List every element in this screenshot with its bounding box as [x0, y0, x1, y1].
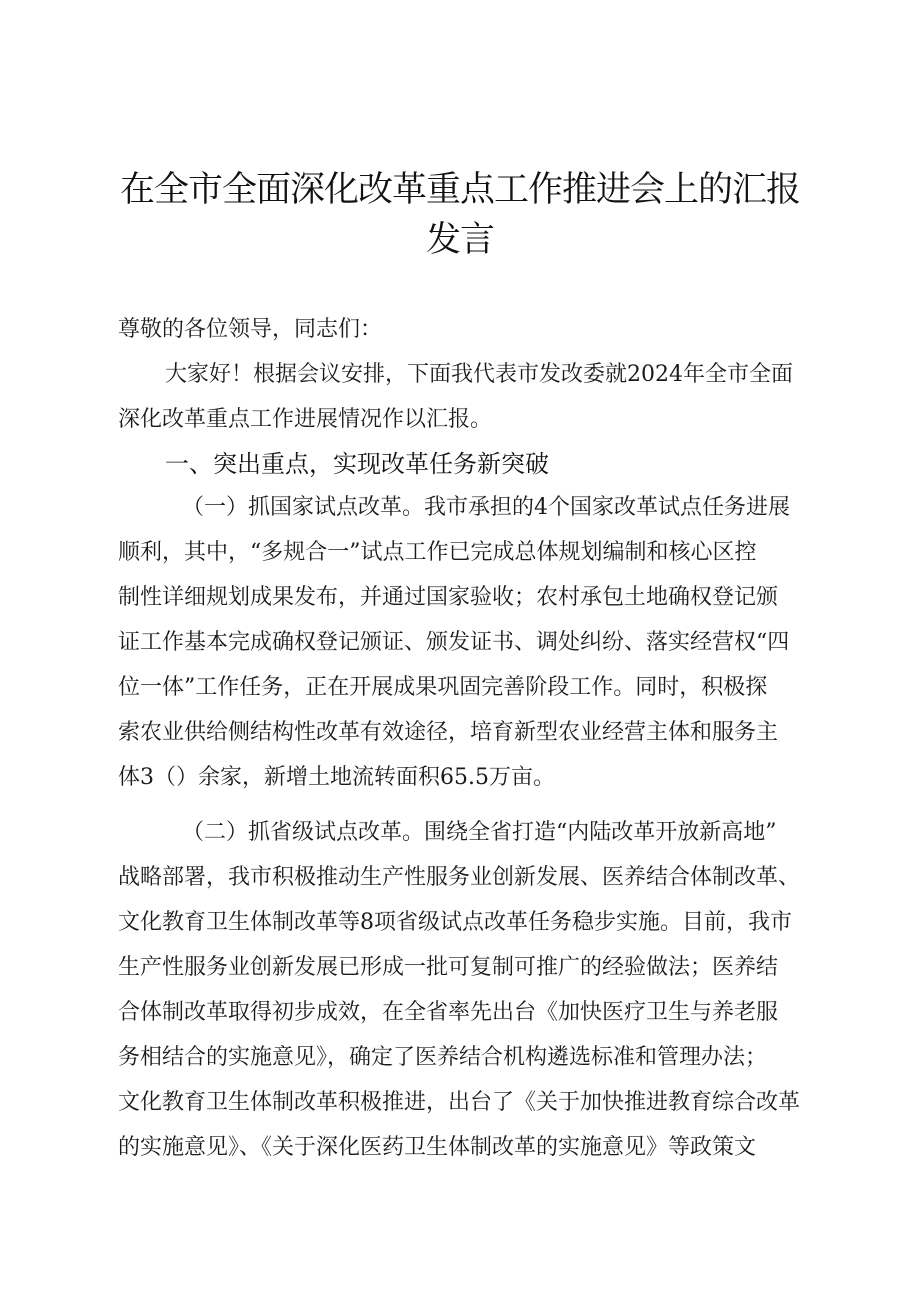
paragraph-line: 顺利，其中，“多规合一”试点工作已完成总体规划编制和核心区控 [118, 540, 757, 565]
paragraph-line: 文化教育卫生体制改革积极推进，出台了《关于加快推进教育综合改革 [118, 1090, 801, 1115]
paragraph-line: （一）抓国家试点改革。我市承担的4个国家改革试点任务进展 [182, 495, 790, 520]
document-title-line-2: 发言 [425, 220, 494, 260]
paragraph-line: 体3（）余家，新增土地流转面积65.5万亩。 [118, 765, 555, 790]
paragraph-line: （二）抓省级试点改革。围绕全省打造“内陆改革开放新高地” [182, 820, 777, 845]
document-title-line-1: 在全市全面深化改革重点工作推进会上的汇报 [119, 170, 800, 210]
paragraph-line: 证工作基本完成确权登记颁证、颁发证书、调处纠纷、落实经营权“四 [118, 630, 790, 655]
paragraph-line: 务相结合的实施意见》，确定了医养结合机构遴选标准和管理办法； [118, 1045, 768, 1070]
paragraph-line: 位一体”工作任务，正在开展成果巩固完善阶段工作。同时，积极探 [118, 675, 768, 700]
section-heading: 一、突出重点，实现改革任务新突破 [165, 450, 549, 478]
paragraph-line: 制性详细规划成果发布，并通过国家验收；农村承包土地确权登记颁 [118, 585, 779, 610]
paragraph-line: 生产性服务业创新发展已形成一批可复制可推广的经验做法；医养结 [118, 955, 779, 980]
paragraph-line: 文化教育卫生体制改革等8项省级试点改革任务稳步实施。目前，我市 [118, 910, 792, 935]
intro-line: 大家好！根据会议安排，下面我代表市发改委就2024年全市全面 [165, 362, 793, 387]
paragraph-line: 的实施意见》、《关于深化医药卫生体制改革的实施意见》等政策文 [118, 1135, 757, 1160]
paragraph-line: 战略部署，我市积极推动生产性服务业创新发展、医养结合体制改革、 [118, 865, 801, 890]
salutation: 尊敬的各位领导，同志们： [118, 317, 383, 342]
paragraph-line: 索农业供给侧结构性改革有效途径，培育新型农业经营主体和服务主 [118, 720, 779, 745]
paragraph-line: 合体制改革取得初步成效，在全省率先出台《加快医疗卫生与养老服 [118, 1000, 779, 1025]
intro-line: 深化改革重点工作进展情况作以汇报。 [118, 407, 493, 432]
